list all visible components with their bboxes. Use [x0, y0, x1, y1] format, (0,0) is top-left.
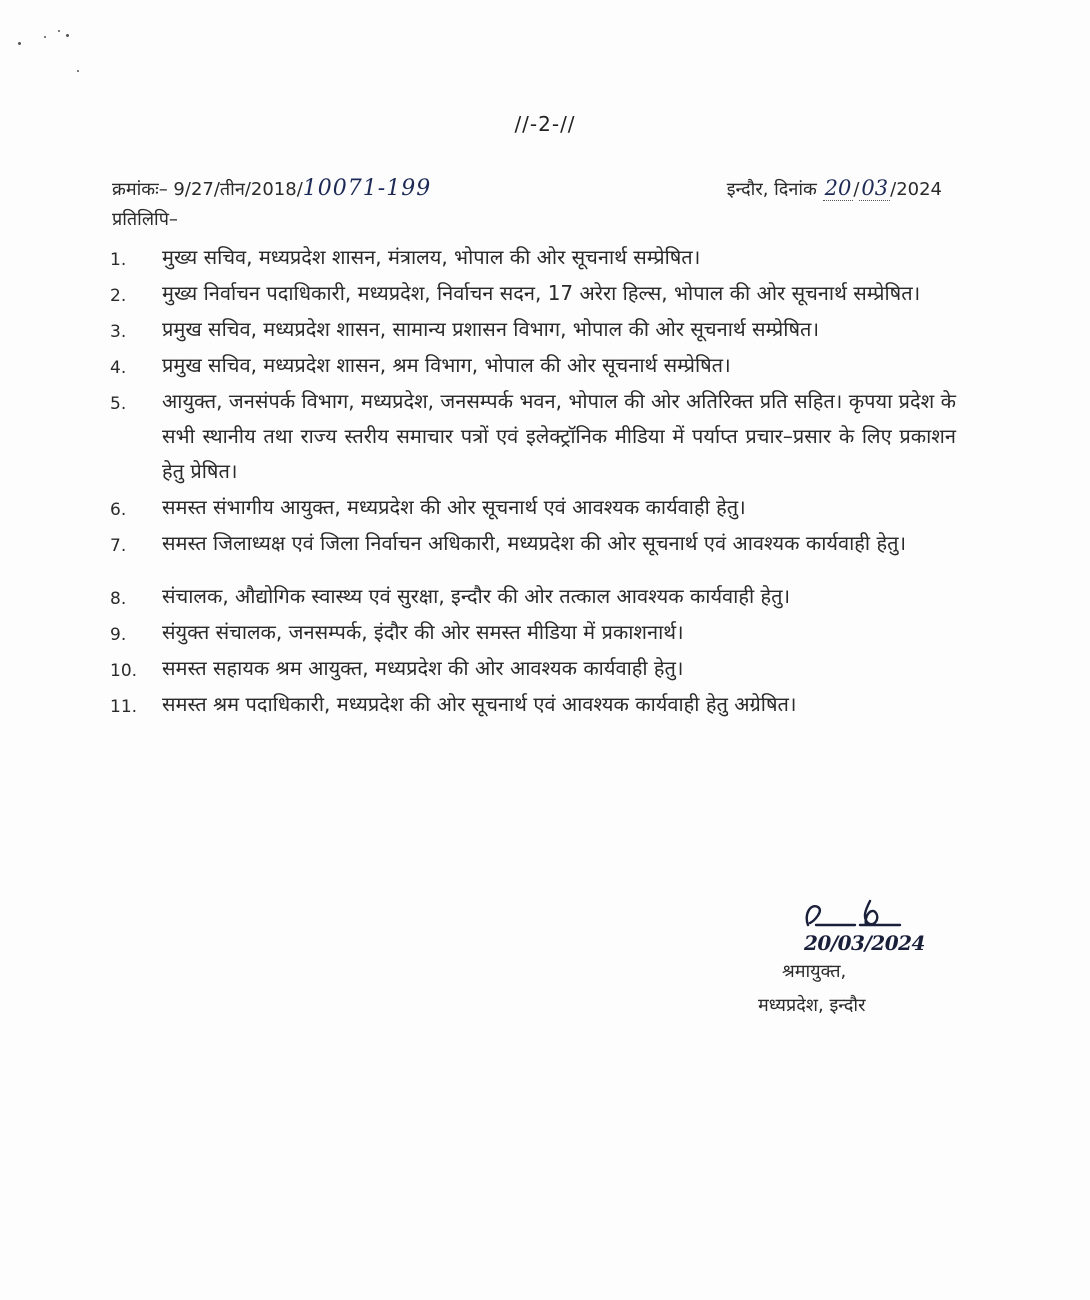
item-number: 9.	[110, 625, 127, 645]
list-item	[110, 526, 956, 561]
signatory-place: मध्यप्रदेश, इन्दौर	[758, 995, 866, 1016]
item-text: मुख्य सचिव, मध्यप्रदेश शासन, मंत्रालय, भोपाल की ओर सूचनार्थ सम्प्रेषित।	[162, 245, 701, 269]
signature-date: 20/03/2024	[804, 931, 925, 955]
item-text: मुख्य निर्वाचन पदाधिकारी, मध्यप्रदेश, निर्वाचन सदन, 17 अरेरा हिल्स, भोपाल की ओर सूचनार्थ सम्प्रेषित।	[162, 281, 921, 305]
list-item	[110, 240, 956, 275]
handwritten-dispatch-number: 10071-199	[302, 176, 432, 201]
list-item	[110, 276, 956, 311]
item-text: समस्त श्रम पदाधिकारी, मध्यप्रदेश की ओर सूचनार्थ एवं आवश्यक कार्यवाही हेतु अग्रेषित।	[162, 692, 797, 716]
list-item	[110, 312, 956, 347]
item-number: 3.	[110, 322, 127, 342]
signature-block	[740, 895, 960, 1035]
reference-line	[112, 172, 942, 206]
signature-scribble	[800, 895, 950, 935]
date-year: /2024	[890, 179, 942, 200]
list-item	[110, 651, 956, 686]
item-number: 10.	[110, 661, 138, 681]
item-text: समस्त संभागीय आयुक्त, मध्यप्रदेश की ओर सूचनार्थ एवं आवश्यक कार्यवाही हेतु।	[162, 495, 746, 519]
list-item	[110, 687, 956, 722]
date-month: 03	[861, 176, 889, 200]
reference-number	[112, 176, 431, 201]
item-text: संयुक्त संचालक, जनसम्पर्क, इंदौर की ओर समस्त मीडिया में प्रकाशनार्थ।	[162, 620, 684, 644]
item-number: 7.	[110, 536, 127, 556]
item-text: समस्त सहायक श्रम आयुक्त, मध्यप्रदेश की ओर आवश्यक कार्यवाही हेतु।	[162, 656, 684, 680]
item-number: 2.	[110, 286, 127, 306]
item-number: 6.	[110, 500, 127, 520]
item-number: 4.	[110, 358, 127, 378]
copy-to-label: प्रतिलिपि–	[112, 209, 178, 230]
list-item	[110, 490, 956, 525]
page-number: //-2-//	[514, 112, 576, 136]
item-number: 11.	[110, 697, 138, 717]
item-text: संचालक, औद्योगिक स्वास्थ्य एवं सुरक्षा, इन्दौर की ओर तत्काल आवश्यक कार्यवाही हेतु।	[162, 584, 791, 608]
item-number: 8.	[110, 589, 127, 609]
date-day: 20	[824, 176, 852, 200]
signatory-title: श्रमायुक्त,	[782, 961, 847, 982]
place-date-label: इन्दौर, दिनांक	[726, 179, 817, 200]
item-number: 1.	[110, 250, 127, 270]
reference-label: क्रमांकः– 9/27/तीन/2018/	[112, 179, 303, 200]
list-item	[110, 384, 956, 489]
list-item	[110, 579, 956, 614]
item-text: आयुक्त, जनसंपर्क विभाग, मध्यप्रदेश, जनसम्पर्क भवन, भोपाल की ओर अतिरिक्त प्रति सहित। कृपया प्रदेश के सभी स्थानीय तथा राज्य स्तरीय समाचार पत्रों एवं इलेक्ट्रॉनिक मीडिया में पर्याप्त प्रचार–प्रसार के लिए प्रकाशन हेतु प्रेषित।	[162, 389, 956, 483]
item-text: समस्त जिलाध्यक्ष एवं जिला निर्वाचन अधिकारी, मध्यप्रदेश की ओर सूचनार्थ एवं आवश्यक कार्यवाही हेतु।	[162, 531, 907, 555]
item-text: प्रमुख सचिव, मध्यप्रदेश शासन, सामान्य प्रशासन विभाग, भोपाल की ओर सूचनार्थ सम्प्रेषित।	[162, 317, 820, 341]
recipient-list	[110, 240, 956, 723]
list-item	[110, 615, 956, 650]
item-text: प्रमुख सचिव, मध्यप्रदेश शासन, श्रम विभाग, भोपाल की ओर सूचनार्थ सम्प्रेषित।	[162, 353, 731, 377]
item-number: 5.	[110, 394, 127, 414]
place-date: इन्दौर, दिनांक 20 /03 /2024	[726, 176, 942, 200]
list-item	[110, 348, 956, 383]
